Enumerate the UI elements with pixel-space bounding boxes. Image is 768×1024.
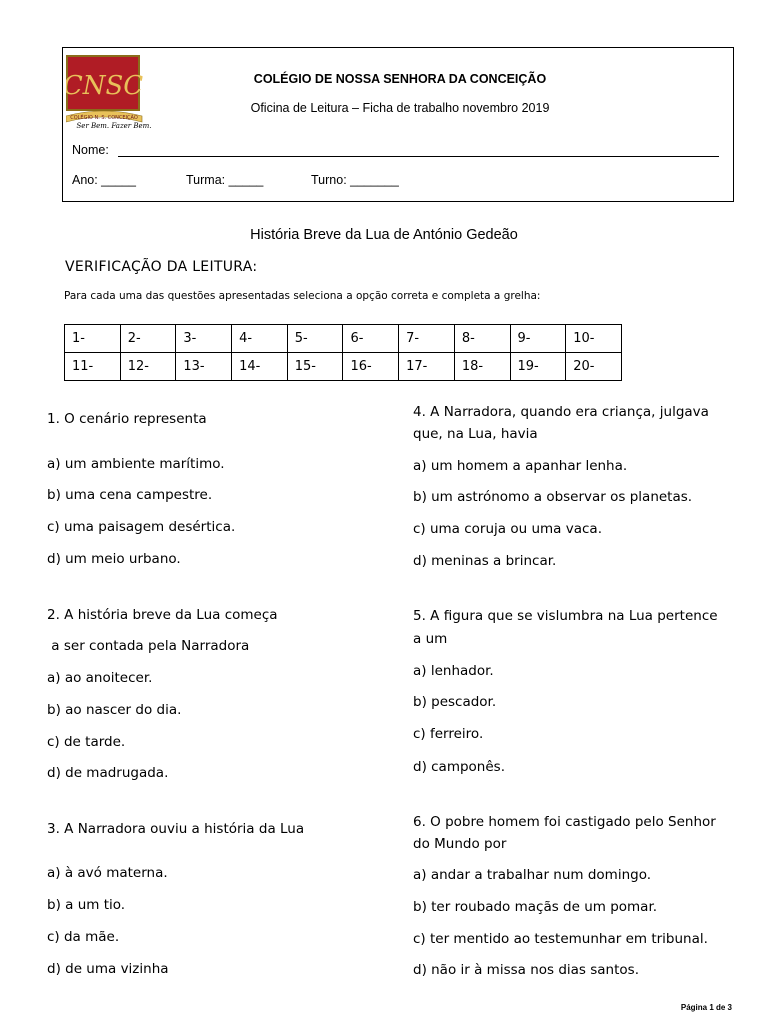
answer-cell[interactable]: 14- bbox=[232, 353, 288, 381]
name-field[interactable] bbox=[118, 156, 719, 157]
question-4-stem: 4. A Narradora, quando era criança, julgava bbox=[413, 404, 709, 420]
answer-cell[interactable]: 3- bbox=[176, 325, 232, 353]
logo-motto: Ser Bem. Fazer Bem. bbox=[76, 122, 152, 130]
q5-option-d: d) camponês. bbox=[413, 759, 505, 775]
q3-option-a: a) à avó materna. bbox=[47, 865, 168, 881]
answer-cell[interactable]: 10- bbox=[566, 325, 622, 353]
question-5-stem: 5. A figura que se vislumbra na Lua pertence bbox=[413, 608, 718, 624]
school-name: COLÉGIO DE NOSSA SENHORA DA CONCEIÇÃO bbox=[253, 72, 547, 86]
question-5-stem-cont: a um bbox=[413, 631, 448, 647]
question-4-stem-cont: que, na Lua, havia bbox=[413, 426, 538, 442]
question-6-stem: 6. O pobre homem foi castigado pelo Senhor bbox=[413, 814, 716, 830]
answer-cell[interactable]: 15- bbox=[287, 353, 343, 381]
q4-option-c: c) uma coruja ou uma vaca. bbox=[413, 521, 602, 537]
question-1-stem: 1. O cenário representa bbox=[47, 411, 207, 427]
answer-cell[interactable]: 7- bbox=[399, 325, 455, 353]
q5-option-b: b) pescador. bbox=[413, 694, 497, 710]
answer-grid bbox=[64, 324, 622, 381]
question-6-stem-cont: do Mundo por bbox=[413, 836, 507, 852]
answer-cell[interactable]: 8- bbox=[454, 325, 510, 353]
svg-text:CNSC: CNSC bbox=[66, 71, 144, 101]
q1-option-c: c) uma paisagem desértica. bbox=[47, 519, 236, 535]
year-field[interactable]: Ano: _____ bbox=[72, 173, 136, 187]
q3-option-c: c) da mãe. bbox=[47, 929, 120, 945]
q6-option-a: a) andar a trabalhar num domingo. bbox=[413, 867, 652, 883]
answer-cell[interactable]: 1- bbox=[65, 325, 121, 353]
q4-option-b: b) um astrónomo a observar os planetas. bbox=[413, 489, 693, 505]
answer-cell[interactable]: 5- bbox=[287, 325, 343, 353]
q5-option-a: a) lenhador. bbox=[413, 663, 494, 679]
q6-option-b: b) ter roubado maçãs de um pomar. bbox=[413, 899, 658, 915]
page-number: Página 1 de 3 bbox=[680, 1003, 732, 1012]
q1-option-d: d) um meio urbano. bbox=[47, 551, 181, 567]
q6-option-c: c) ter mentido ao testemunhar em tribunal. bbox=[413, 931, 708, 947]
q3-option-d: d) de uma vizinha bbox=[47, 961, 169, 977]
answer-cell[interactable]: 12- bbox=[120, 353, 176, 381]
answer-cell[interactable]: 2- bbox=[120, 325, 176, 353]
question-2-stem: 2. A história breve da Lua começa bbox=[47, 607, 278, 623]
question-2-stem-cont: a ser contada pela Narradora bbox=[47, 638, 250, 654]
answer-cell[interactable]: 16- bbox=[343, 353, 399, 381]
answer-cell[interactable]: 18- bbox=[454, 353, 510, 381]
answer-cell[interactable]: 20- bbox=[566, 353, 622, 381]
q3-option-b: b) a um tio. bbox=[47, 897, 126, 913]
grid-row bbox=[65, 353, 622, 381]
answer-cell[interactable]: 11- bbox=[65, 353, 121, 381]
q2-option-a: a) ao anoitecer. bbox=[47, 670, 153, 686]
shift-field[interactable]: Turno: _______ bbox=[311, 173, 399, 187]
q2-option-d: d) de madrugada. bbox=[47, 765, 169, 781]
grid-row bbox=[65, 325, 622, 353]
answer-cell[interactable]: 4- bbox=[232, 325, 288, 353]
page-title: História Breve da Lua de António Gedeão bbox=[250, 227, 518, 243]
instructions: Para cada uma das questões apresentadas seleciona a opção correta e completa a grelha: bbox=[64, 290, 541, 302]
q6-option-d: d) não ir à missa nos dias santos. bbox=[413, 962, 639, 978]
question-3-stem: 3. A Narradora ouviu a história da Lua bbox=[47, 821, 305, 837]
answer-cell[interactable]: 6- bbox=[343, 325, 399, 353]
q2-option-c: c) de tarde. bbox=[47, 734, 126, 750]
q1-option-a: a) um ambiente marítimo. bbox=[47, 456, 225, 472]
answer-cell[interactable]: 13- bbox=[176, 353, 232, 381]
worksheet-subtitle: Oficina de Leitura – Ficha de trabalho novembro 2019 bbox=[250, 101, 550, 115]
name-label: Nome: bbox=[72, 143, 109, 157]
q4-option-d: d) meninas a brincar. bbox=[413, 553, 557, 569]
q2-option-b: b) ao nascer do dia. bbox=[47, 702, 182, 718]
answer-cell[interactable]: 17- bbox=[399, 353, 455, 381]
section-heading: VERIFICAÇÃO DA LEITURA: bbox=[65, 259, 258, 275]
q5-option-c: c) ferreiro. bbox=[413, 726, 484, 742]
class-field[interactable]: Turma: _____ bbox=[186, 173, 264, 187]
q1-option-b: b) uma cena campestre. bbox=[47, 487, 213, 503]
answer-cell[interactable]: 9- bbox=[510, 325, 566, 353]
school-logo bbox=[66, 54, 148, 132]
q4-option-a: a) um homem a apanhar lenha. bbox=[413, 458, 628, 474]
svg-text:COLÉGIO N. S. CONCEIÇÃO: COLÉGIO N. S. CONCEIÇÃO bbox=[70, 115, 138, 121]
answer-cell[interactable]: 19- bbox=[510, 353, 566, 381]
